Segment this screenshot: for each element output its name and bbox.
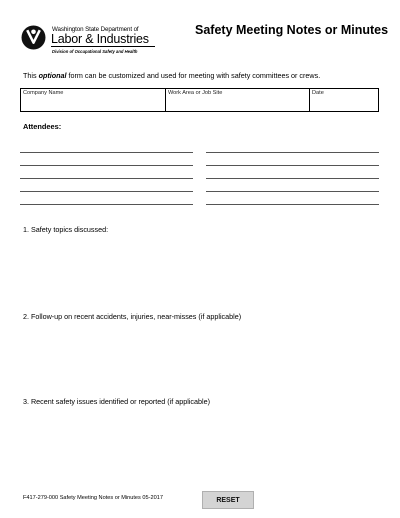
attendee-line[interactable] — [20, 152, 193, 153]
lni-logo-icon — [21, 25, 46, 50]
logo-department-line: Washington State Department of — [52, 26, 139, 33]
company-name-field[interactable] — [21, 89, 166, 111]
agency-logo — [21, 24, 151, 58]
logo-division-line: Division of Occupational Safety and Health — [52, 48, 138, 54]
attendee-line[interactable] — [20, 165, 193, 166]
attendee-line[interactable] — [206, 204, 379, 205]
attendee-line[interactable] — [20, 191, 193, 192]
section-follow-up: 2. Follow-up on recent accidents, injuries, near-misses (if applicable) — [23, 312, 242, 321]
date-label: Date — [312, 90, 324, 96]
section-safety-topics: 1. Safety topics discussed: — [23, 225, 109, 234]
intro-before: This — [23, 71, 39, 80]
attendee-line[interactable] — [20, 178, 193, 179]
logo-agency-name: Labor & Industries — [51, 32, 149, 46]
logo-divider — [51, 46, 155, 47]
attendee-line[interactable] — [20, 204, 193, 205]
intro-text — [23, 71, 320, 80]
form-title: Safety Meeting Notes or Minutes — [195, 23, 389, 37]
work-area-label: Work Area or Job Site — [168, 90, 223, 96]
company-name-label: Company Name — [23, 90, 64, 96]
meeting-info-table — [20, 88, 379, 112]
section-safety-issues: 3. Recent safety issues identified or reported (if applicable) — [23, 397, 210, 406]
date-field[interactable] — [310, 89, 378, 111]
reset-button[interactable]: RESET — [202, 491, 254, 509]
attendee-line[interactable] — [206, 152, 379, 153]
form-footer-id: F417-279-000 Safety Meeting Notes or Minutes 05-2017 — [23, 495, 163, 501]
attendee-line[interactable] — [206, 178, 379, 179]
attendee-line[interactable] — [206, 165, 379, 166]
attendee-line[interactable] — [206, 191, 379, 192]
intro-emphasis: optional — [38, 71, 67, 80]
work-area-field[interactable] — [166, 89, 310, 111]
attendees-heading: Attendees: — [23, 122, 62, 131]
intro-after: form can be customized and used for meeting with safety committees or crews. — [66, 71, 321, 80]
